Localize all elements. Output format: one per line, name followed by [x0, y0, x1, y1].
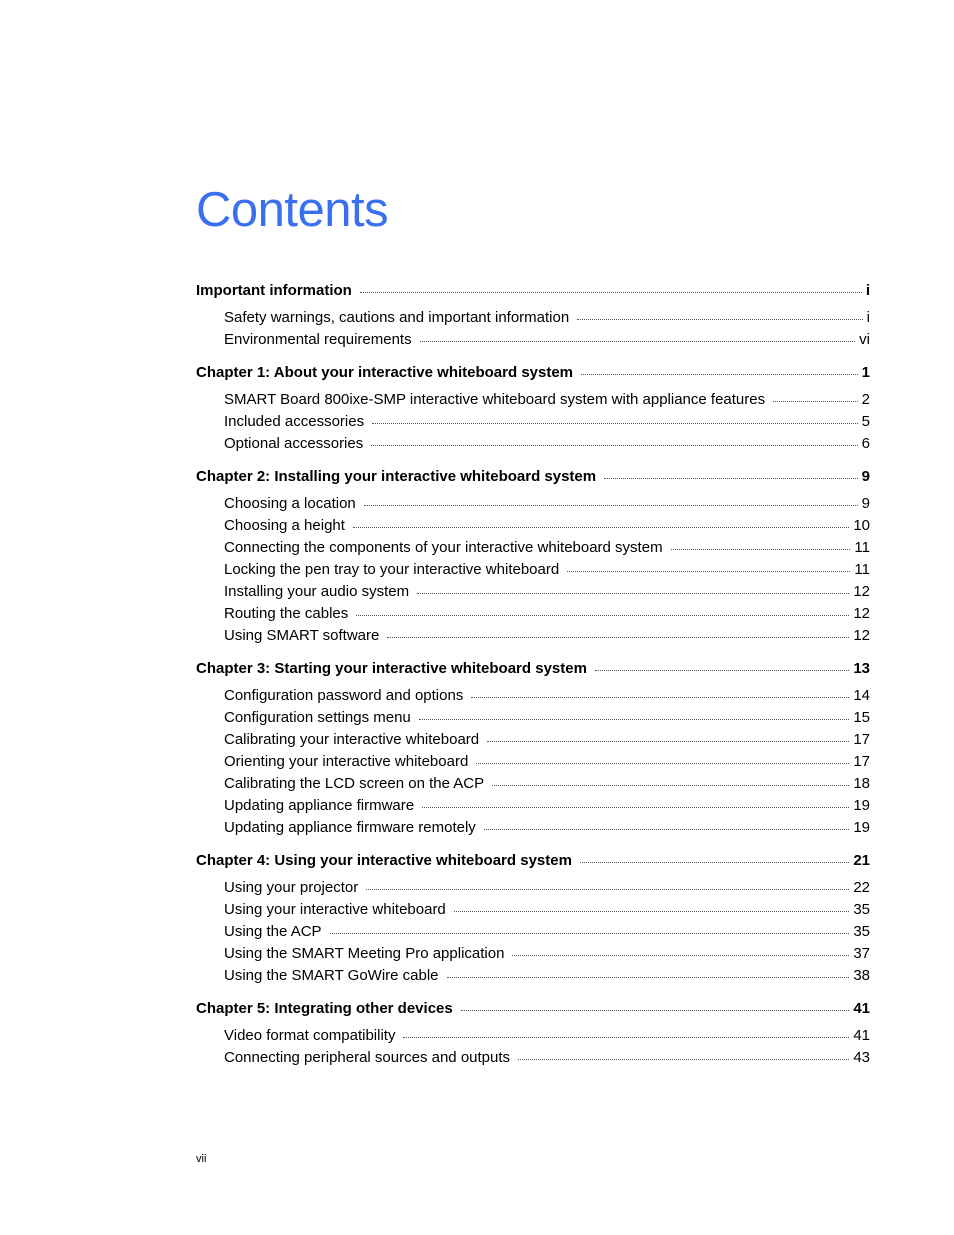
toc-entry-page-number: 10	[853, 517, 870, 534]
dot-leader	[371, 445, 857, 446]
toc-chapter-title: Important information	[196, 282, 352, 299]
toc-entry[interactable]	[196, 965, 870, 987]
dot-leader	[581, 374, 858, 375]
toc-entry-title: Safety warnings, cautions and important information	[224, 309, 570, 326]
page-number: vii	[196, 1153, 207, 1165]
toc-entry-page-number: i	[866, 309, 870, 326]
dot-leader	[476, 763, 849, 764]
dot-leader	[567, 571, 850, 572]
toc-chapter-page-number: i	[865, 282, 870, 299]
toc-section	[196, 658, 870, 839]
dot-leader	[422, 807, 849, 808]
toc-entry[interactable]	[196, 433, 870, 455]
dot-leader	[360, 292, 862, 293]
dot-leader	[461, 1010, 850, 1011]
dot-leader	[420, 341, 856, 342]
toc-entry[interactable]	[196, 1047, 870, 1069]
toc-entry-title: Optional accessories	[224, 435, 364, 452]
dot-leader	[487, 741, 849, 742]
toc-entry-page-number: 17	[853, 753, 870, 770]
toc-entry-page-number: 17	[853, 731, 870, 748]
toc-chapter-title: Chapter 4: Using your interactive whiteboard system	[196, 852, 572, 869]
dot-leader	[387, 637, 849, 638]
toc-entry-title: Orienting your interactive whiteboard	[224, 753, 469, 770]
toc-chapter[interactable]	[196, 362, 870, 384]
toc-entry-title: Using the SMART GoWire cable	[224, 967, 439, 984]
toc-entry[interactable]	[196, 411, 870, 433]
toc-entry-title: Using SMART software	[224, 627, 380, 644]
toc-entry[interactable]	[196, 329, 870, 351]
toc-entry[interactable]	[196, 685, 870, 707]
toc-entry-title: Configuration password and options	[224, 687, 464, 704]
toc-entry-title: Routing the cables	[224, 605, 349, 622]
toc-entry-title: Using your interactive whiteboard	[224, 901, 446, 918]
toc-entry-page-number: 12	[853, 605, 870, 622]
dot-leader	[403, 1037, 849, 1038]
dot-leader	[366, 889, 849, 890]
dot-leader	[595, 670, 849, 671]
toc-entry[interactable]	[196, 751, 870, 773]
dot-leader	[518, 1059, 849, 1060]
toc-entry-title: Locking the pen tray to your interactive whiteboard	[224, 561, 560, 578]
toc-entry-title: Configuration settings menu	[224, 709, 411, 726]
toc-entry-page-number: 38	[853, 967, 870, 984]
toc-entry-page-number: 41	[853, 1027, 870, 1044]
toc-entry[interactable]	[196, 559, 870, 581]
toc-entry-page-number: 19	[853, 819, 870, 836]
toc-entry-page-number: 5	[861, 413, 870, 430]
toc-entry[interactable]	[196, 603, 870, 625]
toc-entry[interactable]	[196, 943, 870, 965]
dot-leader	[330, 933, 850, 934]
dot-leader	[447, 977, 850, 978]
toc-entry-title: Calibrating the LCD screen on the ACP	[224, 775, 485, 792]
toc-entry[interactable]	[196, 389, 870, 411]
toc-chapter-page-number: 13	[853, 660, 870, 677]
toc-entry[interactable]	[196, 707, 870, 729]
dot-leader	[577, 319, 862, 320]
dot-leader	[604, 478, 858, 479]
toc-entry-page-number: 22	[853, 879, 870, 896]
toc-entry-page-number: 37	[853, 945, 870, 962]
toc-entry-page-number: 14	[853, 687, 870, 704]
toc-chapter-page-number: 41	[853, 1000, 870, 1017]
toc-chapter-title: Chapter 2: Installing your interactive whiteboard system	[196, 468, 597, 485]
toc-chapter[interactable]	[196, 998, 870, 1020]
dot-leader	[512, 955, 849, 956]
toc-entry-page-number: 6	[861, 435, 870, 452]
toc-chapter[interactable]	[196, 658, 870, 680]
toc-entry[interactable]	[196, 729, 870, 751]
toc-entry[interactable]	[196, 899, 870, 921]
toc-entry[interactable]	[196, 515, 870, 537]
toc-entry[interactable]	[196, 537, 870, 559]
toc-chapter-page-number: 1	[861, 364, 870, 381]
toc-entry-page-number: 2	[861, 391, 870, 408]
dot-leader	[580, 862, 849, 863]
toc-entry-page-number: 18	[853, 775, 870, 792]
toc-entry-title: Connecting peripheral sources and outputs	[224, 1049, 511, 1066]
toc-entry-page-number: 35	[853, 901, 870, 918]
toc-entry-title: Using the ACP	[224, 923, 322, 940]
toc-entry-title: SMART Board 800ixe-SMP interactive whiteboard system with appliance features	[224, 391, 766, 408]
toc-entry-title: Using the SMART Meeting Pro application	[224, 945, 505, 962]
toc-entry[interactable]	[196, 877, 870, 899]
toc-entry-title: Environmental requirements	[224, 331, 412, 348]
dot-leader	[364, 505, 858, 506]
dot-leader	[372, 423, 858, 424]
toc-entry-title: Choosing a height	[224, 517, 345, 534]
toc-entry[interactable]	[196, 817, 870, 839]
toc-entry-page-number: 11	[854, 539, 870, 556]
toc-chapter-title: Chapter 1: About your interactive whiteboard system	[196, 364, 574, 381]
toc-chapter[interactable]	[196, 280, 870, 302]
toc-chapter[interactable]	[196, 466, 870, 488]
toc-entry[interactable]	[196, 581, 870, 603]
toc-section	[196, 466, 870, 647]
dot-leader	[492, 785, 849, 786]
dot-leader	[417, 593, 849, 594]
toc-entry-title: Choosing a location	[224, 495, 356, 512]
toc-chapter[interactable]	[196, 850, 870, 872]
toc-chapter-title: Chapter 3: Starting your interactive whiteboard system	[196, 660, 587, 677]
toc-entry[interactable]	[196, 773, 870, 795]
dot-leader	[454, 911, 850, 912]
toc-entry-page-number: 11	[854, 561, 870, 578]
toc-entry[interactable]	[196, 1025, 870, 1047]
toc-entry-title: Video format compatibility	[224, 1027, 396, 1044]
toc-entry-title: Updating appliance firmware	[224, 797, 415, 814]
toc-entry-page-number: 19	[853, 797, 870, 814]
toc-entry[interactable]	[196, 921, 870, 943]
dot-leader	[671, 549, 851, 550]
toc-entry-title: Installing your audio system	[224, 583, 410, 600]
dot-leader	[773, 401, 858, 402]
toc-chapter-page-number: 21	[853, 852, 870, 869]
dot-leader	[484, 829, 850, 830]
toc-entry[interactable]	[196, 307, 870, 329]
toc-entry-page-number: vi	[859, 331, 870, 348]
toc-entry[interactable]	[196, 795, 870, 817]
toc-entry-page-number: 9	[861, 495, 870, 512]
toc-section	[196, 998, 870, 1069]
toc-chapter-page-number: 9	[861, 468, 870, 485]
dot-leader	[353, 527, 849, 528]
toc-entry-title: Connecting the components of your interactive whiteboard system	[224, 539, 663, 556]
toc-section	[196, 280, 870, 351]
toc-section	[196, 850, 870, 987]
toc-entry-page-number: 15	[853, 709, 870, 726]
toc-entry[interactable]	[196, 625, 870, 647]
toc-entry-title: Using your projector	[224, 879, 359, 896]
toc-entry-title: Updating appliance firmware remotely	[224, 819, 476, 836]
toc-entry-page-number: 35	[853, 923, 870, 940]
toc-section	[196, 362, 870, 455]
page-title: Contents	[196, 183, 389, 237]
toc-entry-page-number: 12	[853, 583, 870, 600]
toc-entry-title: Calibrating your interactive whiteboard	[224, 731, 480, 748]
dot-leader	[419, 719, 850, 720]
table-of-contents	[196, 280, 870, 1080]
toc-entry[interactable]	[196, 493, 870, 515]
dot-leader	[356, 615, 849, 616]
dot-leader	[471, 697, 849, 698]
toc-entry-page-number: 12	[853, 627, 870, 644]
toc-chapter-title: Chapter 5: Integrating other devices	[196, 1000, 453, 1017]
toc-entry-title: Included accessories	[224, 413, 365, 430]
toc-entry-page-number: 43	[853, 1049, 870, 1066]
